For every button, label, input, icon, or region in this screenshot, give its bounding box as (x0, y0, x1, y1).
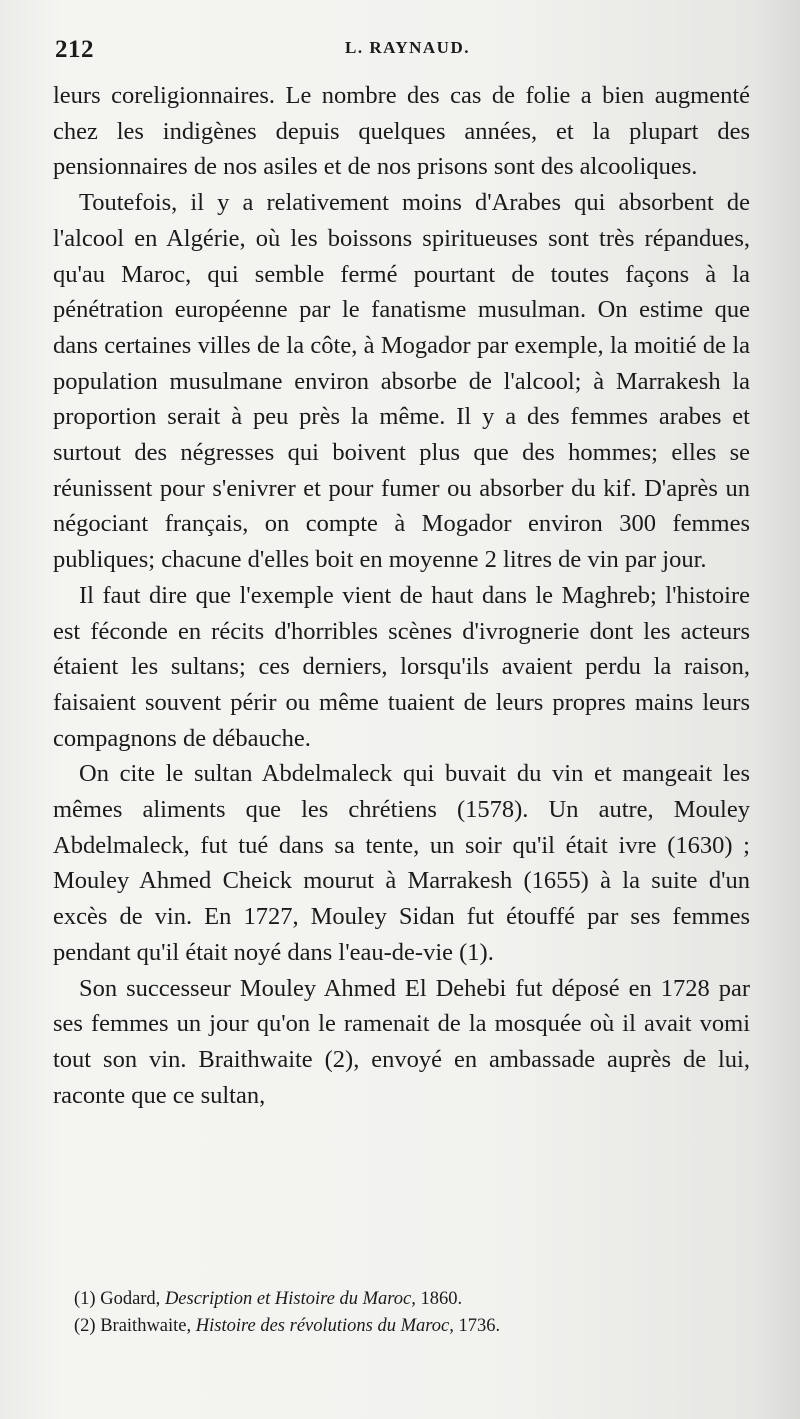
footnote-year: 1736. (458, 1316, 501, 1336)
page-number: 212 (55, 36, 94, 63)
footnote-2 (74, 1313, 750, 1340)
paragraph-2: Toutefois, il y a relativement moins d'Arabes qui absorbent de l'alcool en Algérie, où les boissons spiritueuses sont très répandues, qu'au Maroc, qui semble fermé pourtant de toutes façons à la pénétration européenne par le fanatisme musulman. On estime que dans certaines villes de la côte, à Mogador par exemple, la moitié de la population musulmane environ absorbe de l'alcool; à Marrakesh la proportion serait à peu près la même. Il y a des femmes arabes et surtout des négresses qui boivent plus que des hommes; elles se réunissent pour s'enivrer et pour fumer ou absorber du kif. D'après un négociant français, on compte à Mogador environ 300 femmes publiques; chacune d'elles boit en moyenne 2 litres de vin par jour. (53, 189, 750, 574)
footnote-marker: (2) (74, 1316, 96, 1336)
paragraph-5: Son successeur Mouley Ahmed El Dehebi fut déposé en 1728 par ses femmes un jour qu'on le ramenait de la mosquée où il avait vomi tout son vin. Braithwaite (2), envoyé en ambassade auprès de lui, raconte que ce sultan, (53, 974, 750, 1109)
paragraph-4: On cite le sultan Abdelmaleck qui buvait du vin et mangeait les mêmes aliments que les chrétiens (1578). Un autre, Mouley Abdelmaleck, fut tué dans sa tente, un soir qu'il était ivre (1630) ; Mouley Ahmed Cheick mourut à Marrakesh (1655) à la suite d'un excès de vin. En 1727, Mouley Sidan fut étouffé par ses femmes pendant qu'il était noyé dans l'eau-de-vie (1). (53, 760, 750, 966)
running-head (55, 30, 760, 66)
paragraph-1: leurs coreligionnaires. Le nombre des cas de folie a bien augmenté chez les indigènes depuis quelques années, et la plupart des pensionnaires de nos asiles et de nos prisons sont des alcooliques. (53, 82, 750, 181)
footnote-title: Histoire des révolutions du Maroc, (195, 1316, 454, 1336)
footnote-1 (74, 1286, 750, 1313)
footnote-marker: (1) (74, 1289, 96, 1309)
paragraph-3: Il faut dire que l'exemple vient de haut dans le Maghreb; l'histoire est féconde en récits d'horribles scènes d'ivrognerie dont les acteurs étaient les sultans; ces derniers, lorsqu'ils avaient perdu la raison, faisaient souvent périr ou même tuaient de leurs propres mains leurs compagnons de débauche. (53, 581, 750, 752)
running-head-author: L. RAYNAUD. (345, 38, 470, 57)
footnote-author: Braithwaite, (100, 1316, 192, 1336)
footnotes (74, 1286, 750, 1340)
footnote-year: 1860. (420, 1289, 463, 1309)
footnote-title: Description et Histoire du Maroc, (164, 1289, 416, 1309)
footnote-author: Godard, (100, 1289, 161, 1309)
body-text (53, 78, 750, 1113)
